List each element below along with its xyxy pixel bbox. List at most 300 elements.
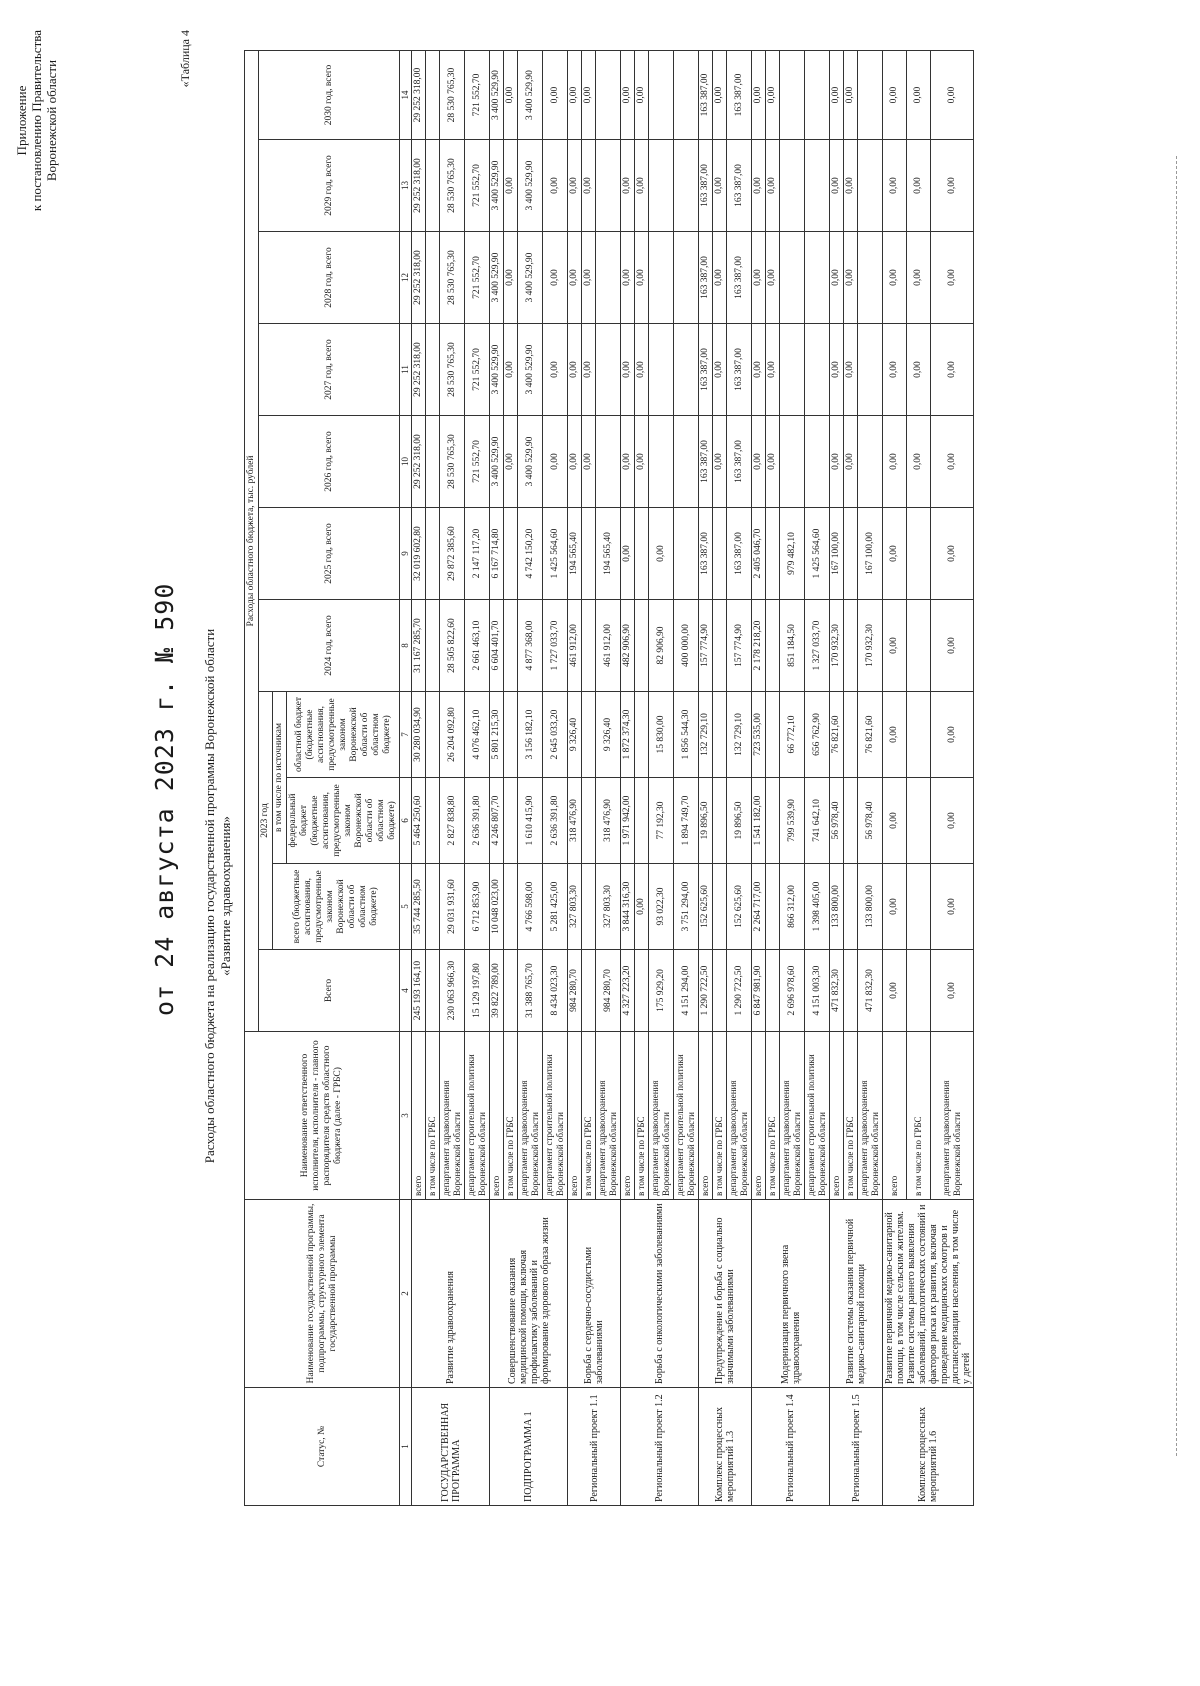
value-cell (426, 416, 440, 508)
value-cell: 28 530 765,30 (440, 324, 465, 416)
row-grbs: всего (883, 1032, 907, 1200)
row-grbs: в том числе по ГРБС (635, 1032, 649, 1200)
value-cell: 3 400 529,90 (490, 140, 504, 232)
value-cell (674, 232, 699, 324)
header-year: 2028 год, всего (259, 232, 400, 324)
value-cell (426, 140, 440, 232)
table-row (568, 50, 582, 1505)
header-total: Всего (259, 950, 400, 1032)
value-cell: 56 978,40 (858, 778, 883, 864)
value-cell: 3 400 529,90 (490, 324, 504, 416)
value-cell: 318 476,90 (596, 778, 621, 864)
value-cell: 0,00 (766, 416, 780, 508)
row-name: Развитие системы оказания первичной медико-санитарной помощи (830, 1200, 883, 1388)
column-number: 7 (400, 692, 412, 778)
value-cell: 4 076 462,10 (465, 692, 490, 778)
value-cell (504, 600, 518, 692)
value-cell: 0,00 (830, 50, 844, 139)
value-cell: 1 727 033,70 (543, 600, 568, 692)
row-grbs: департамент здравоохранения Воронежской области (649, 1032, 674, 1200)
value-cell: 721 552,70 (465, 232, 490, 324)
value-cell (649, 232, 674, 324)
row-status: ГОСУДАРСТВЕННАЯ ПРОГРАММА (412, 1388, 490, 1506)
value-cell: 471 832,30 (858, 950, 883, 1032)
value-cell: 3 400 529,90 (518, 324, 543, 416)
value-cell (649, 324, 674, 416)
title-line: Расходы областного бюджета на реализацию государственной программы Воронежской области (202, 628, 217, 1164)
value-cell: 0,00 (931, 232, 974, 324)
appendix-line: к постановлению Правительства (29, 30, 44, 212)
value-cell: 0,00 (752, 416, 766, 508)
value-cell (504, 864, 518, 950)
value-cell: 327 803,30 (596, 864, 621, 950)
value-cell: 0,00 (883, 950, 907, 1032)
value-cell: 2 827 838,80 (440, 778, 465, 864)
value-cell (596, 232, 621, 324)
value-cell: 2 147 117,20 (465, 508, 490, 600)
header-year: 2024 год, всего (259, 600, 400, 692)
column-number-row (400, 50, 412, 1505)
value-cell: 1 610 415,90 (518, 778, 543, 864)
value-cell: 6 712 853,90 (465, 864, 490, 950)
row-status: Региональный проект 1.4 (752, 1388, 830, 1506)
value-cell: 0,00 (582, 416, 596, 508)
value-cell: 3 400 529,90 (490, 50, 504, 139)
value-cell: 6 604 401,70 (490, 600, 504, 692)
value-cell: 29 252 318,00 (412, 232, 426, 324)
value-cell (766, 692, 780, 778)
value-cell: 0,00 (883, 416, 907, 508)
value-cell: 318 476,90 (568, 778, 582, 864)
value-cell (805, 50, 830, 139)
row-grbs: департамент здравоохранения Воронежской области (931, 1032, 974, 1200)
column-number: 12 (400, 232, 412, 324)
header-year: 2027 год, всего (259, 324, 400, 416)
value-cell: 5 281 425,00 (543, 864, 568, 950)
value-cell: 163 387,00 (727, 232, 752, 324)
row-grbs: в том числе по ГРБС (907, 1032, 931, 1200)
value-cell: 3 400 529,90 (518, 416, 543, 508)
value-cell (649, 416, 674, 508)
value-cell: 461 912,00 (568, 600, 582, 692)
value-cell (596, 324, 621, 416)
value-cell: 0,00 (621, 508, 635, 600)
row-grbs: в том числе по ГРБС (582, 1032, 596, 1200)
value-cell: 4 151 294,00 (674, 950, 699, 1032)
row-grbs: всего (752, 1032, 766, 1200)
value-cell: 0,00 (649, 508, 674, 600)
value-cell (426, 692, 440, 778)
value-cell: 0,00 (844, 416, 858, 508)
value-cell: 0,00 (931, 416, 974, 508)
appendix-note (14, 30, 59, 211)
value-cell: 0,00 (907, 232, 931, 324)
value-cell (766, 778, 780, 864)
value-cell: 30 280 034,90 (412, 692, 426, 778)
value-cell: 0,00 (766, 324, 780, 416)
row-grbs: в том числе по ГРБС (766, 1032, 780, 1200)
value-cell: 1 398 405,00 (805, 864, 830, 950)
value-cell (907, 600, 931, 692)
value-cell: 0,00 (907, 50, 931, 139)
value-cell: 15 830,00 (649, 692, 674, 778)
row-grbs: департамент здравоохранения Воронежской области (518, 1032, 543, 1200)
value-cell: 163 387,00 (727, 140, 752, 232)
value-cell (858, 416, 883, 508)
value-cell (805, 140, 830, 232)
column-number: 10 (400, 416, 412, 508)
value-cell: 866 312,00 (780, 864, 805, 950)
value-cell (649, 140, 674, 232)
column-number: 8 (400, 600, 412, 692)
table-row (412, 50, 426, 1505)
value-cell: 0,00 (883, 232, 907, 324)
value-cell: 0,00 (931, 508, 974, 600)
row-grbs: департамент здравоохранения Воронежской области (440, 1032, 465, 1200)
value-cell: 0,00 (883, 324, 907, 416)
value-cell: 0,00 (830, 232, 844, 324)
value-cell (713, 864, 727, 950)
value-cell: 0,00 (883, 692, 907, 778)
value-cell (858, 232, 883, 324)
value-cell: 984 280,70 (568, 950, 582, 1032)
value-cell (907, 950, 931, 1032)
value-cell: 163 387,00 (727, 416, 752, 508)
table-label: «Таблица 4 (178, 30, 192, 88)
value-cell: 0,00 (582, 232, 596, 324)
header-regional: областной бюджет (бюджетные ассигнования, предусмотренные законом Воронежской области об областном бюджете) (287, 692, 400, 778)
value-cell: 35 744 285,50 (412, 864, 426, 950)
header-2023-total: всего (бюджетные ассигнования, предусмотренные законом Воронежской области об областном бюджете) (273, 864, 400, 950)
value-cell: 15 129 197,80 (465, 950, 490, 1032)
row-name: Борьба с онкологическими заболеваниями (621, 1200, 699, 1388)
value-cell: 0,00 (713, 232, 727, 324)
value-cell: 175 929,20 (649, 950, 674, 1032)
row-grbs: всего (830, 1032, 844, 1200)
column-number: 13 (400, 140, 412, 232)
header-name: Наименование государственной программы, подпрограммы, структурного элемента государственной программы (245, 1200, 400, 1388)
row-grbs: департамент строительной политики Воронежской области (805, 1032, 830, 1200)
value-cell (766, 508, 780, 600)
value-cell: 1 327 033,70 (805, 600, 830, 692)
value-cell: 2 264 717,00 (752, 864, 766, 950)
row-grbs: в том числе по ГРБС (426, 1032, 440, 1200)
value-cell (635, 508, 649, 600)
value-cell: 167 100,00 (830, 508, 844, 600)
value-cell: 163 387,00 (699, 50, 713, 139)
value-cell (426, 778, 440, 864)
value-cell: 0,00 (621, 140, 635, 232)
value-cell: 9 326,40 (568, 692, 582, 778)
value-cell: 0,00 (931, 692, 974, 778)
document-title (202, 356, 234, 1436)
value-cell: 163 387,00 (699, 324, 713, 416)
value-cell (907, 864, 931, 950)
row-grbs: в том числе по ГРБС (504, 1032, 518, 1200)
value-cell: 82 906,90 (649, 600, 674, 692)
value-cell (780, 140, 805, 232)
value-cell: 0,00 (543, 324, 568, 416)
value-cell: 721 552,70 (465, 324, 490, 416)
value-cell: 4 246 807,70 (490, 778, 504, 864)
value-cell: 163 387,00 (699, 416, 713, 508)
value-cell (582, 692, 596, 778)
value-cell (426, 600, 440, 692)
header-grbs: Наименование ответственного исполнителя, исполнителя - главного распорядителя средств областного бюджета (далее - ГРБС) (245, 1032, 400, 1200)
value-cell: 0,00 (568, 416, 582, 508)
header-year: 2026 год, всего (259, 416, 400, 508)
value-cell: 0,00 (713, 50, 727, 139)
value-cell: 32 019 602,80 (412, 508, 426, 600)
value-cell: 0,00 (713, 140, 727, 232)
row-name: Развитие первичной медико-санитарной помощи, в том числе сельским жителям. Развитие системы раннего выявления заболеваний, патологических состояний и факторов риска их развития, включая проведение медицинских осмотров и диспансеризации населения, в том числе у детей (883, 1200, 974, 1388)
value-cell (674, 324, 699, 416)
value-cell: 0,00 (504, 416, 518, 508)
value-cell: 0,00 (635, 232, 649, 324)
value-cell (766, 950, 780, 1032)
row-name: Борьба с сердечно-сосудистыми заболеваниями (568, 1200, 621, 1388)
value-cell: 76 821,60 (830, 692, 844, 778)
column-number: 3 (400, 1032, 412, 1200)
value-cell: 29 872 385,60 (440, 508, 465, 600)
value-cell: 0,00 (931, 950, 974, 1032)
value-cell: 400 000,00 (674, 600, 699, 692)
value-cell: 0,00 (504, 50, 518, 139)
value-cell: 170 932,30 (830, 600, 844, 692)
value-cell (780, 416, 805, 508)
value-cell: 152 625,60 (699, 864, 713, 950)
value-cell: 3 400 529,90 (518, 232, 543, 324)
row-name: Совершенствование оказания медицинской помощи, включая профилактику заболеваний и формирование здорового образа жизни (490, 1200, 568, 1388)
value-cell: 723 535,00 (752, 692, 766, 778)
value-cell (844, 950, 858, 1032)
value-cell (582, 864, 596, 950)
value-cell: 4 877 368,00 (518, 600, 543, 692)
value-cell: 0,00 (907, 324, 931, 416)
header-incl-sources: в том числе по источникам (273, 692, 287, 864)
table-row (830, 50, 844, 1505)
value-cell (713, 692, 727, 778)
value-cell: 132 729,10 (727, 692, 752, 778)
value-cell: 0,00 (830, 324, 844, 416)
value-cell: 2 661 463,10 (465, 600, 490, 692)
value-cell: 0,00 (543, 140, 568, 232)
value-cell (649, 50, 674, 139)
header-expenses: Расходы областного бюджета, тыс. рублей (245, 50, 259, 1031)
column-number: 4 (400, 950, 412, 1032)
value-cell: 19 896,50 (699, 778, 713, 864)
row-grbs: департамент строительной политики Воронежской области (543, 1032, 568, 1200)
value-cell (766, 600, 780, 692)
value-cell: 2 636 391,80 (465, 778, 490, 864)
value-cell: 0,00 (752, 232, 766, 324)
value-cell: 5 801 215,30 (490, 692, 504, 778)
value-cell (844, 600, 858, 692)
header-2023: 2023 год (259, 692, 273, 950)
value-cell: 132 729,10 (699, 692, 713, 778)
value-cell: 157 774,90 (727, 600, 752, 692)
value-cell: 0,00 (582, 50, 596, 139)
value-cell (713, 950, 727, 1032)
value-cell: 1 425 564,60 (805, 508, 830, 600)
row-grbs: всего (568, 1032, 582, 1200)
value-cell: 6 167 714,80 (490, 508, 504, 600)
value-cell: 1 290 722,50 (699, 950, 713, 1032)
value-cell: 0,00 (931, 864, 974, 950)
value-cell (426, 950, 440, 1032)
value-cell: 76 821,60 (858, 692, 883, 778)
value-cell: 163 387,00 (727, 324, 752, 416)
value-cell (780, 232, 805, 324)
value-cell: 29 031 931,60 (440, 864, 465, 950)
value-cell: 2 645 033,20 (543, 692, 568, 778)
appendix-line: Воронежской области (44, 59, 59, 182)
value-cell: 152 625,60 (727, 864, 752, 950)
column-number: 9 (400, 508, 412, 600)
value-cell: 163 387,00 (699, 140, 713, 232)
row-grbs: департамент здравоохранения Воронежской области (596, 1032, 621, 1200)
value-cell (858, 140, 883, 232)
value-cell: 66 772,10 (780, 692, 805, 778)
value-cell (596, 50, 621, 139)
value-cell: 133 800,00 (830, 864, 844, 950)
value-cell: 482 906,90 (621, 600, 635, 692)
value-cell: 19 896,50 (727, 778, 752, 864)
value-cell: 28 530 765,30 (440, 232, 465, 324)
column-number: 5 (400, 864, 412, 950)
row-grbs: департамент строительной политики Воронежской области (674, 1032, 699, 1200)
value-cell: 0,00 (766, 50, 780, 139)
value-cell (582, 778, 596, 864)
value-cell: 721 552,70 (465, 416, 490, 508)
row-status: Комплекс процессных мероприятий 1.6 (883, 1388, 974, 1506)
page-edge-line (1176, 156, 1177, 1456)
value-cell: 3 751 294,00 (674, 864, 699, 950)
value-cell: 8 434 023,30 (543, 950, 568, 1032)
value-cell (766, 864, 780, 950)
value-cell: 741 642,10 (805, 778, 830, 864)
value-cell (713, 508, 727, 600)
value-cell (674, 508, 699, 600)
value-cell (907, 508, 931, 600)
value-cell (674, 140, 699, 232)
value-cell: 0,00 (844, 50, 858, 139)
value-cell: 0,00 (844, 232, 858, 324)
value-cell: 163 387,00 (699, 508, 713, 600)
value-cell: 170 932,30 (858, 600, 883, 692)
value-cell (674, 50, 699, 139)
value-cell: 0,00 (504, 232, 518, 324)
value-cell: 1 290 722,50 (727, 950, 752, 1032)
value-cell: 31 388 765,70 (518, 950, 543, 1032)
value-cell: 1 856 544,30 (674, 692, 699, 778)
value-cell: 0,00 (931, 140, 974, 232)
value-cell: 0,00 (635, 324, 649, 416)
value-cell: 0,00 (907, 140, 931, 232)
value-cell (858, 50, 883, 139)
value-cell: 0,00 (752, 50, 766, 139)
value-cell (844, 508, 858, 600)
value-cell: 0,00 (766, 140, 780, 232)
value-cell (674, 416, 699, 508)
value-cell: 26 204 092,80 (440, 692, 465, 778)
value-cell: 133 800,00 (858, 864, 883, 950)
value-cell: 0,00 (931, 778, 974, 864)
value-cell (907, 778, 931, 864)
value-cell (504, 692, 518, 778)
value-cell: 656 762,90 (805, 692, 830, 778)
document-date-stamp: от 24 августа 2023 г. № 590 (150, 582, 179, 1016)
row-grbs: всего (412, 1032, 426, 1200)
value-cell: 0,00 (568, 324, 582, 416)
value-cell: 3 156 182,10 (518, 692, 543, 778)
value-cell (805, 232, 830, 324)
value-cell (780, 324, 805, 416)
value-cell: 77 192,30 (649, 778, 674, 864)
row-grbs: всего (490, 1032, 504, 1200)
value-cell: 56 978,40 (830, 778, 844, 864)
value-cell (635, 778, 649, 864)
column-number: 1 (400, 1388, 412, 1506)
value-cell (858, 324, 883, 416)
value-cell: 0,00 (766, 232, 780, 324)
value-cell (635, 950, 649, 1032)
row-status: ПОДПРОГРАММА 1 (490, 1388, 568, 1506)
value-cell: 0,00 (883, 50, 907, 139)
row-status: Комплекс процессных мероприятий 1.3 (699, 1388, 752, 1506)
value-cell: 327 803,30 (568, 864, 582, 950)
value-cell: 194 565,40 (568, 508, 582, 600)
value-cell: 2 178 218,20 (752, 600, 766, 692)
table-header (245, 50, 412, 1505)
value-cell: 0,00 (543, 232, 568, 324)
row-name: Модернизация первичного звена здравоохранения (752, 1200, 830, 1388)
value-cell (504, 778, 518, 864)
value-cell: 0,00 (931, 324, 974, 416)
value-cell: 163 387,00 (727, 508, 752, 600)
value-cell: 1 894 749,70 (674, 778, 699, 864)
row-grbs: департамент здравоохранения Воронежской области (780, 1032, 805, 1200)
value-cell (844, 692, 858, 778)
value-cell: 9 326,40 (596, 692, 621, 778)
value-cell: 0,00 (752, 324, 766, 416)
column-number: 14 (400, 50, 412, 139)
column-number: 11 (400, 324, 412, 416)
row-status: Региональный проект 1.2 (621, 1388, 699, 1506)
value-cell (596, 416, 621, 508)
value-cell (907, 692, 931, 778)
value-cell: 2 696 978,60 (780, 950, 805, 1032)
value-cell: 721 552,70 (465, 50, 490, 139)
value-cell (713, 778, 727, 864)
value-cell: 28 505 822,60 (440, 600, 465, 692)
value-cell (635, 692, 649, 778)
value-cell: 31 167 285,70 (412, 600, 426, 692)
row-grbs: всего (621, 1032, 635, 1200)
value-cell (426, 324, 440, 416)
value-cell: 29 252 318,00 (412, 140, 426, 232)
value-cell: 0,00 (752, 140, 766, 232)
value-cell: 0,00 (830, 140, 844, 232)
value-cell: 0,00 (883, 864, 907, 950)
value-cell (504, 950, 518, 1032)
value-cell: 0,00 (582, 324, 596, 416)
column-number: 6 (400, 778, 412, 864)
value-cell: 3 400 529,90 (518, 50, 543, 139)
value-cell: 0,00 (907, 416, 931, 508)
value-cell (596, 140, 621, 232)
value-cell: 0,00 (830, 416, 844, 508)
